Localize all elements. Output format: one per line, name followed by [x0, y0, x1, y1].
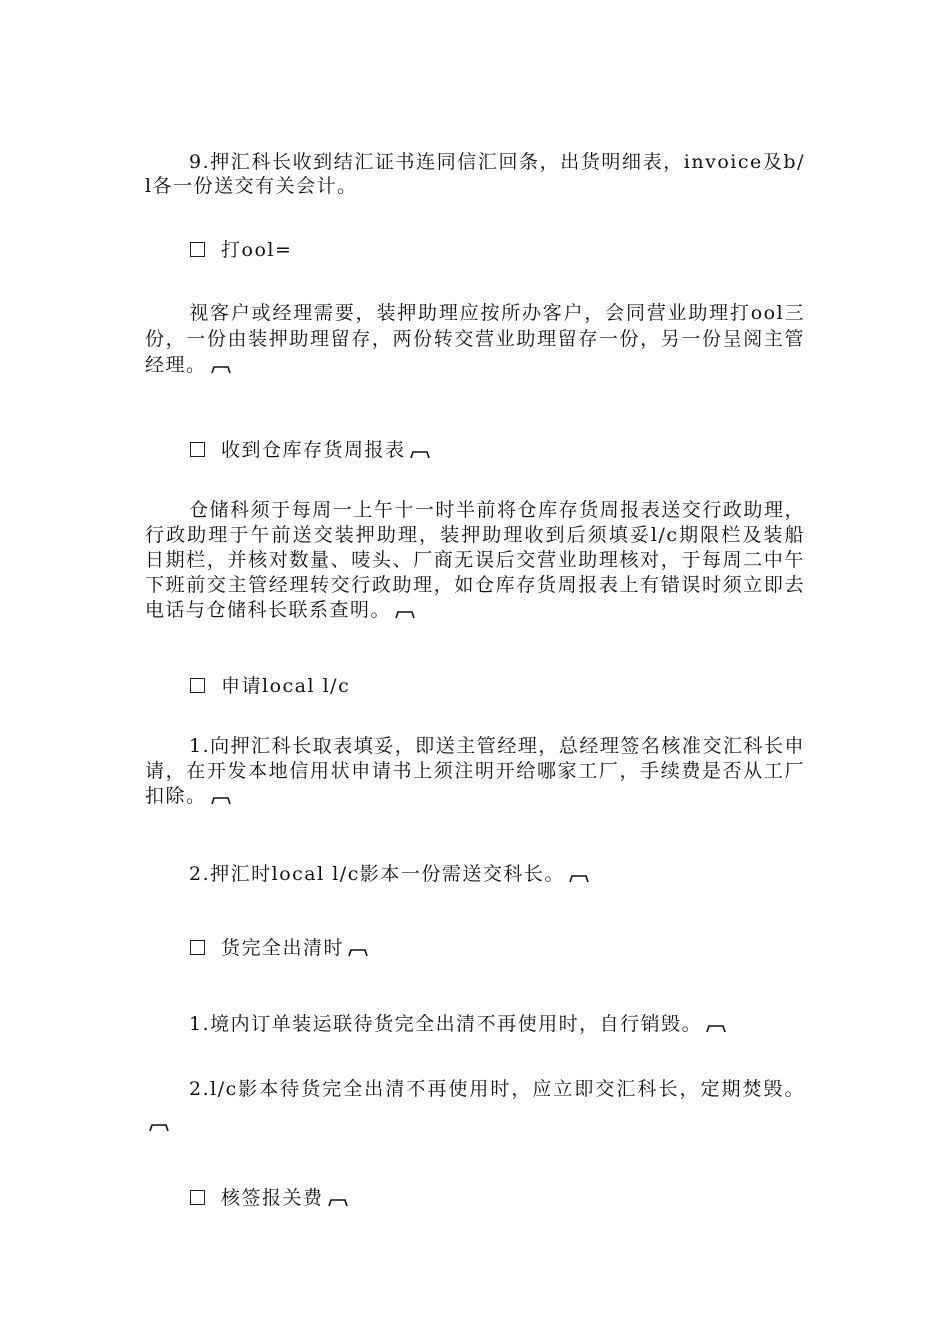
paragraph-7 [145, 1072, 805, 1140]
checkbox-icon [190, 1190, 205, 1205]
paragraph-6 [145, 1012, 805, 1036]
paragraph-2-text: 视客户或经理需要，装押助理应按所办客户，会同营业助理打ool三份，一份由装押助理留存，两份转交营业助理留存一份，另一份呈阅主管经理。 [145, 302, 805, 376]
paragraph-3-text: 仓储科须于每周一上午十一时半前将仓库存货周报表送交行政助理，行政助理于午前送交装押助理，装押助理收到后须填妥l/c期限栏及装船日期栏，并核对数量、唛头、厂商无误后交营业助理核对，于每周二中午下班前交主管经理转交行政助理，如仓库存货周报表上有错误时须立即去电话与仓储科长联系查明。 [145, 499, 805, 621]
paragraph-4-text: 1.向押汇科长取表填妥，即送主管经理，总经理签名核准交汇科长申请，在开发本地信用状申请书上须注明开给哪家工厂，手续费是否从工厂扣除。 [145, 735, 805, 807]
checkbox-icon [190, 940, 205, 955]
heading-ool-text: 打ool= [221, 239, 293, 261]
return-mark-icon [348, 948, 368, 957]
return-mark-icon [410, 450, 430, 459]
return-mark-icon [569, 874, 589, 883]
heading-local-lc-text: 申请local l/c [221, 675, 351, 697]
paragraph-5 [145, 862, 805, 886]
return-mark-icon [149, 1123, 169, 1132]
paragraph-1 [145, 150, 805, 198]
heading-customs-fee-text: 核签报关费 [221, 1187, 324, 1209]
checkbox-icon [190, 442, 205, 457]
heading-warehouse-report [190, 438, 430, 462]
return-mark-icon [211, 365, 231, 374]
paragraph-2 [145, 300, 805, 378]
heading-goods-cleared-text: 货完全出清时 [221, 937, 345, 959]
heading-goods-cleared [190, 936, 368, 960]
return-mark-icon [211, 796, 231, 805]
heading-local-lc [190, 674, 350, 698]
return-mark-icon [395, 610, 415, 619]
heading-ool [190, 238, 292, 262]
paragraph-5-text: 2.押汇时local l/c影本一份需送交科长。 [189, 863, 565, 885]
return-mark-icon [328, 1198, 348, 1207]
paragraph-1-text: 9.押汇科长收到结汇证书连同信汇回条，出货明细表，invoice及b/l各一份送交有关会计。 [145, 151, 805, 197]
checkbox-icon [190, 678, 205, 693]
paragraph-6-text: 1.境内订单装运联待货完全出清不再使用时，自行销毁。 [189, 1013, 703, 1035]
return-mark-icon [706, 1024, 726, 1033]
heading-customs-fee [190, 1186, 348, 1210]
paragraph-4 [145, 734, 805, 809]
checkbox-icon [190, 242, 205, 257]
paragraph-3 [145, 498, 805, 623]
heading-warehouse-report-text: 收到仓库存货周报表 [221, 439, 406, 461]
paragraph-7-text: 2.l/c影本待货完全出清不再使用时，应立即交汇科长，定期焚毁。 [189, 1078, 805, 1100]
